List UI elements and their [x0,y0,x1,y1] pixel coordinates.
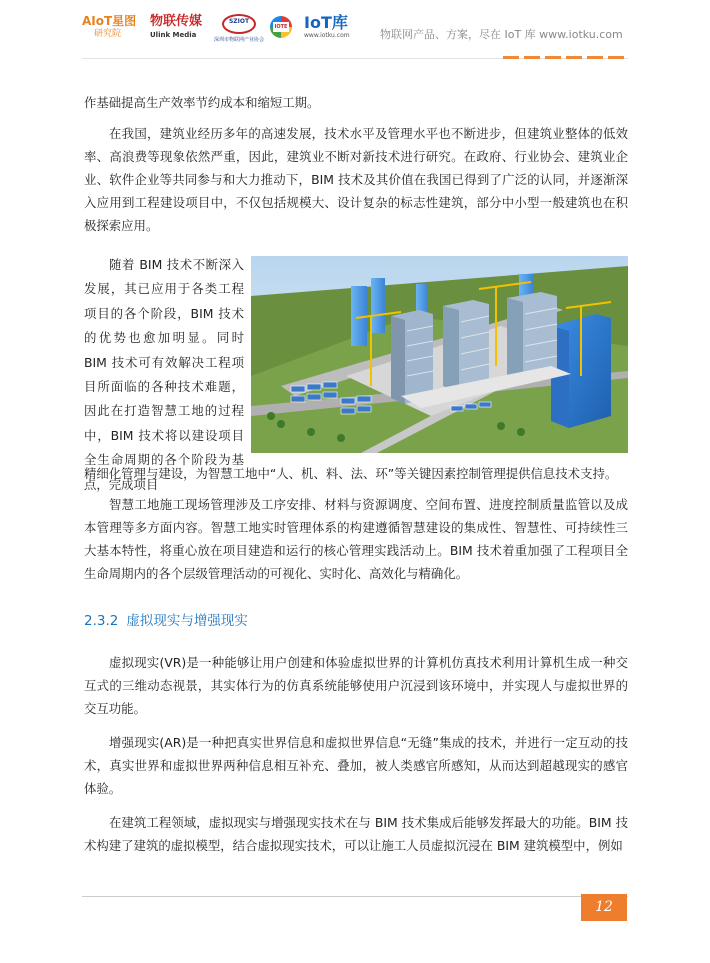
aiot-logo [82,14,144,44]
sziot-logo [214,14,264,46]
bim-site-model-image [251,256,628,453]
paragraph-continuation: 作基础提高生产效率节约成本和缩短工期。 [84,95,320,110]
iote-logo-text: IOTE [274,24,288,30]
paragraph-vr: 虚拟现实(VR)是一种能够让用户创建和体验虚拟世界的计算机仿真技术利用计算机生成一种交互式的三维动态视景，其实体行为的仿真系统能够使用户沉浸到该环境中，并实现人与虚拟世界的交互功能。 [84,655,628,716]
iotku-logo [304,14,352,44]
section-title: 虚拟现实与增强现实 [126,613,248,629]
paragraph-smart-site: 智慧工地施工现场管理涉及工序安排、材料与资源调度、空间布置、进度控制质量监管以及成本管理等多方面内容。智慧工地实时管理体系的构建遵循智慧建设的集成性、智慧性、可持续性三大基本特性，将重心放在项目建造和运行的核心管理实践活动上。BIM 技术着重加强了工程项目全生命周期内的各个层级管理活动的可视化、实时化、高效化与精确化。 [84,497,628,581]
ulink-logo-text: 物联传媒 [150,14,203,29]
header-accent-dashes [498,56,624,60]
sziot-badge-text: SZIOT [228,18,250,25]
section-number: 2.3.2 [84,613,119,629]
aiot-logo-subtext: 研究院 [94,29,122,39]
page-number: 12 [581,894,627,921]
paragraph-bim-advantage-wrapped: 随着 BIM 技术不断深入发展，其已应用于各类工程项目的各个阶段，BIM 技术的优势也愈加明显。同时 BIM 技术可有效解决工程项目所面临的各种技术难题，因此在打造智慧工地的过程中，BIM 技术将以建设项目全生命周期的各个阶段为基点，完成项目 [84,257,244,492]
ulink-media-logo [150,14,202,44]
bim-site-model-illustration [251,256,628,453]
paragraph-vr-ar-bim: 在建筑工程领域，虚拟现实与增强现实技术在与 BIM 技术集成后能够发挥最大的功能。BIM 技术构建了建筑的虚拟模型，结合虚拟现实技术，可以让施工人员虚拟沉浸在 BIM 建筑模型中，例如 [84,815,628,853]
paragraph-bim-china: 在我国，建筑业经历多年的高速发展，技术水平及管理水平也不断进步，但建筑业整体的低效率、高浪费等现象依然严重，因此，建筑业不断对新技术进行研究。在政府、行业协会、建筑业企业、软件企业等共同参与和大力推动下，BIM 技术及其价值在我国已得到了广泛的认同，并逐渐深入应用到工程建设项目中，不仅包括规模大、设计复杂的标志性建筑，部分中小型一般建筑也在积极探索应用。 [84,126,628,233]
footer-divider [82,896,628,897]
header-slogan: 物联网产品、方案，尽在 IoT 库 www.iotku.com [380,28,623,41]
aiot-logo-text: AIoT星图 [82,14,137,28]
ulink-logo-subtext: Ulink Media [150,31,197,39]
section-heading [84,609,248,629]
iotku-logo-url: www.iotku.com [304,32,350,39]
page-header [0,0,710,62]
sziot-caption: 深圳市物联网产业协会 [214,37,265,43]
iote-logo [270,16,292,38]
paragraph-ar: 增强现实(AR)是一种把真实世界信息和虚拟世界信息“无缝”集成的技术，并进行一定互动的技术，真实世界和虚拟世界两种信息相互补充、叠加，被人类感官所感知，从而达到超越现实的感官体验。 [84,735,628,796]
iotku-logo-text: IoT库 [304,13,348,32]
paragraph-bim-advantage-continued: 精细化管理与建设，为智慧工地中“人、机、料、法、环”等关键因素控制管理提供信息技术支持。 [84,466,618,481]
sziot-badge [222,14,256,34]
